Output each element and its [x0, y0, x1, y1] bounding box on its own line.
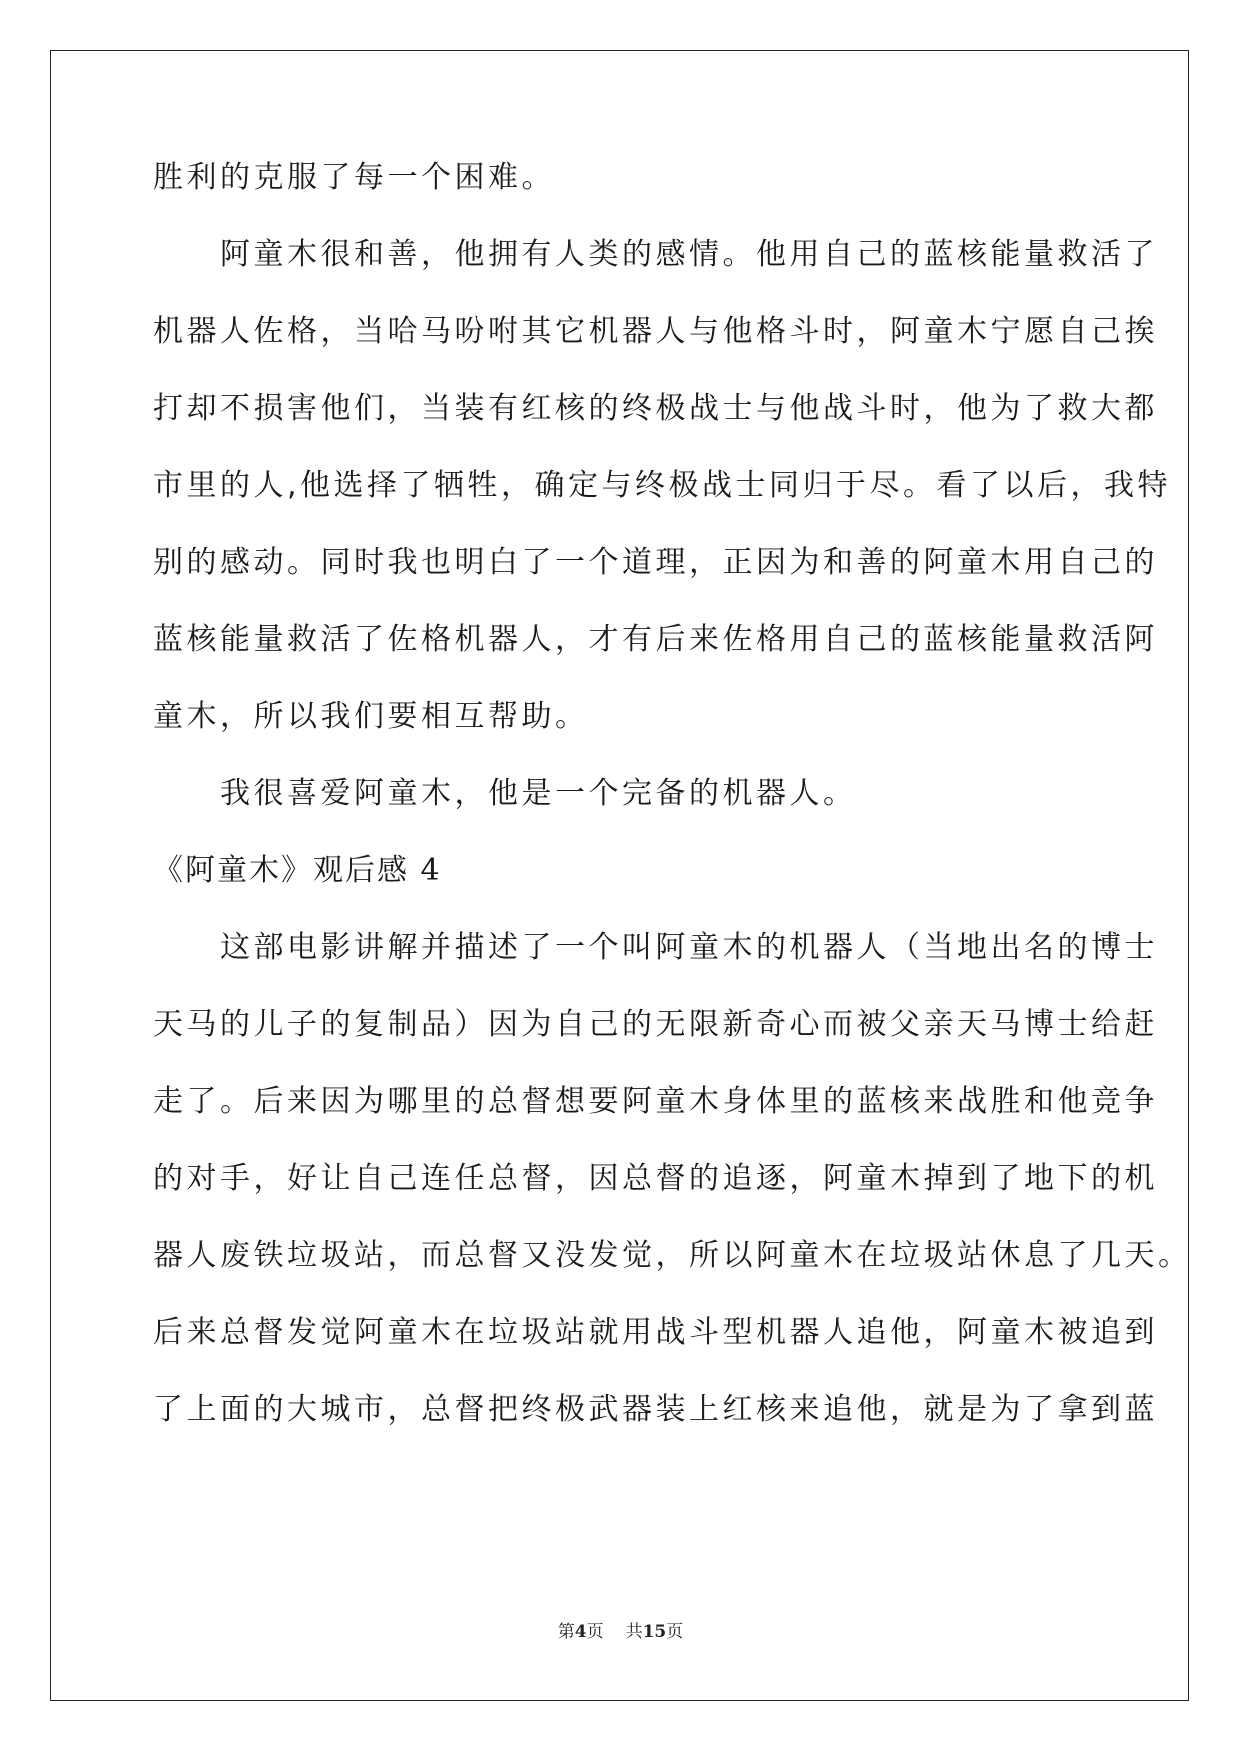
paragraph-start-line: 阿童木很和善，他拥有人类的感情。他用自己的蓝核能量救活了 — [153, 237, 1158, 272]
page-footer — [0, 1617, 1241, 1642]
page-number: 4 — [574, 1622, 587, 1642]
text-line: 打却不损害他们，当装有红核的终极战士与他战斗时，他为了救大都 — [153, 391, 1158, 426]
paragraph-start-line: 这部电影讲解并描述了一个叫阿童木的机器人（当地出名的博士 — [153, 930, 1158, 965]
text-line: 蓝核能量救活了佐格机器人，才有后来佐格用自己的蓝核能量救活阿 — [153, 622, 1158, 657]
paragraph-start-line: 我很喜爱阿童木，他是一个完备的机器人。 — [153, 776, 857, 811]
text-line: 机器人佐格，当哈马吩咐其它机器人与他格斗时，阿童木宁愿自己挨 — [153, 314, 1158, 349]
text-line: 胜利的克服了每一个困难。 — [153, 160, 555, 195]
page-suffix: 页 — [586, 1622, 604, 1642]
text-line: 后来总督发觉阿童木在垃圾站就用战斗型机器人追他，阿童木被追到 — [153, 1315, 1158, 1350]
text-line: 了上面的大城市，总督把终极武器装上红核来追他，就是为了拿到蓝 — [153, 1392, 1158, 1427]
text-line: 走了。后来因为哪里的总督想要阿童木身体里的蓝核来战胜和他竞争 — [153, 1084, 1158, 1119]
text-line: 别的感动。同时我也明白了一个道理，正因为和善的阿童木用自己的 — [153, 545, 1158, 580]
text-line: 市里的人,他选择了牺牲，确定与终极战士同归于尽。看了以后，我特 — [153, 468, 1172, 503]
total-pages: 15 — [642, 1622, 667, 1642]
total-prefix: 共 — [625, 1622, 643, 1642]
text-line: 童木，所以我们要相互帮助。 — [153, 699, 589, 734]
page-prefix: 第 — [557, 1622, 575, 1642]
text-line: 天马的儿子的复制品）因为自己的无限新奇心而被父亲天马博士给赶 — [153, 1007, 1158, 1042]
total-suffix: 页 — [666, 1622, 684, 1642]
section-heading: 《阿童木》观后感 4 — [153, 853, 442, 888]
text-line: 器人废铁垃圾站，而总督又没发觉，所以阿童木在垃圾站休息了几天。 — [153, 1238, 1192, 1273]
text-line: 的对手，好让自己连任总督，因总督的追逐，阿童木掉到了地下的机 — [153, 1161, 1158, 1196]
